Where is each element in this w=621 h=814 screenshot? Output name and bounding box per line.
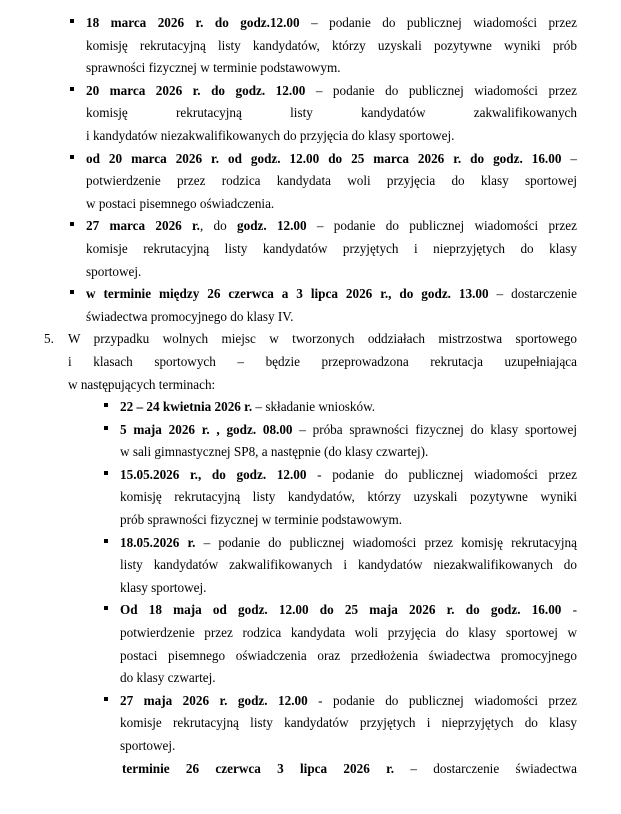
square-bullet-icon <box>70 87 74 91</box>
date-emphasis: 20 marca 2026 r. do godz. 12.00 <box>86 82 306 98</box>
list-item <box>82 532 577 600</box>
sub-bullet-section <box>44 396 577 780</box>
bullet-text-18-marca: 18 marca 2026 r. do godz.12.00 – podanie do publicznej wiadomości przez komisję rekrutacyjną listy kandydatów, którzy uzyskali pozytywne wyniki prób sprawności fizycznej w terminie podstawowym. <box>86 15 577 76</box>
list-item <box>82 419 577 464</box>
list-item <box>44 12 577 80</box>
square-bullet-icon <box>104 539 108 543</box>
list-item <box>44 283 577 328</box>
square-bullet-icon <box>104 403 108 407</box>
list-item <box>82 464 577 532</box>
date-emphasis: 18.05.2026 r. <box>120 534 196 550</box>
square-bullet-icon <box>70 19 74 23</box>
list-number-label: 5. <box>44 331 54 347</box>
date-emphasis: 27 marca 2026 r. <box>86 218 200 234</box>
numbered-item-5 <box>44 328 577 396</box>
bullet-text-18-05-2026: 18.05.2026 r. – podanie do publicznej wiadomości przez komisję rekrutacyjną listy kandydatów zakwalifikowanych i kandydatów niezakwalifikowanych do klasy sportowej. <box>120 534 577 595</box>
square-bullet-icon <box>70 155 74 159</box>
time-emphasis: godz. 12.00 <box>237 218 307 234</box>
date-emphasis: 15.05.2026 r., do godz. 12.00 <box>120 466 307 482</box>
trailing-text-line: terminie 26 czerwca 3 lipca 2026 r. – dostarczenie świadectwa <box>122 760 578 776</box>
bullet-text-od-18-maja: Od 18 maja od godz. 12.00 do 25 maja 2026 r. do godz. 16.00 - potwierdzenie przez rodzica kandydata woli przyjęcia do klasy sportowej w postaci pisemnego oświadczenia oraz przedłożenia świadectwa promocyjnego do klasy czwartej. <box>120 602 577 686</box>
bullet-text-5-maja: 5 maja 2026 r. , godz. 08.00 – próba sprawności fizycznej do klasy sportowej w sali gimnastycznej SP8, a następnie (do klasy czwartej). <box>120 421 577 460</box>
date-emphasis: od 20 marca 2026 r. od godz. 12.00 do 25 marca 2026 r. do godz. 16.00 <box>86 150 562 166</box>
top-level-bullet-list <box>44 12 577 328</box>
bullet-text-27-marca: 27 marca 2026 r., do godz. 12.00 – podanie do publicznej wiadomości przez komisje rekrutacyjną listy kandydatów przyjętych i nieprzyjętych do klasy sportowej. <box>86 218 577 279</box>
date-emphasis: 22 – 24 kwietnia 2026 r. <box>120 399 253 415</box>
bullet-text-20-marca: 20 marca 2026 r. do godz. 12.00 – podanie do publicznej wiadomości przez komisję rekrutacyjną listy kandydatów zakwalifikowanych i kandydatów niezakwalifikowanych do przyjęcia do klasy sportowej. <box>86 82 577 143</box>
date-emphasis: Od 18 maja od godz. 12.00 do 25 maja 2026 r. do godz. 16.00 <box>120 602 562 618</box>
date-emphasis: 27 maja 2026 r. godz. 12.00 <box>120 692 308 708</box>
bullet-text-w-terminie-miedzy: w terminie między 26 czerwca a 3 lipca 2026 r., do godz. 13.00 – dostarczenie świadectwa promocyjnego do klasy IV. <box>86 286 577 324</box>
bullet-text-od-20-marca: od 20 marca 2026 r. od godz. 12.00 do 25 marca 2026 r. do godz. 16.00 – potwierdzenie przez rodzica kandydata woli przyjęcia do klasy sportowej w postaci pisemnego oświadczenia. <box>86 150 577 211</box>
bullet-text-15-05-2026: 15.05.2026 r., do godz. 12.00 - podanie do publicznej wiadomości przez komisję rekrutacyjną listy kandydatów, którzy uzyskali pozytywne wyniki prób sprawności fizycznej w terminie podstawowym. <box>120 466 577 528</box>
second-level-bullet-list <box>82 396 577 758</box>
list-item <box>82 599 577 689</box>
square-bullet-icon <box>104 471 108 475</box>
list-item <box>44 148 577 216</box>
bullet-text-27-maja: 27 maja 2026 r. godz. 12.00 - podanie do publicznej wiadomości przez komisje rekrutacyjną listy kandydatów przyjętych i nieprzyjętych do klasy sportowej. <box>120 692 577 753</box>
square-bullet-icon <box>70 222 74 226</box>
bullet-text-22-24-kwietnia: 22 – 24 kwietnia 2026 r. – składanie wniosków. <box>120 399 376 415</box>
list-item <box>82 690 577 758</box>
date-emphasis: terminie 26 czerwca 3 lipca 2026 r. <box>122 760 395 776</box>
square-bullet-icon <box>70 290 74 294</box>
square-bullet-icon <box>104 697 108 701</box>
date-emphasis: w terminie między 26 czerwca a 3 lipca 2026 r., do godz. 13.00 <box>86 286 489 302</box>
date-emphasis: 5 maja 2026 r. , godz. 08.00 <box>120 421 293 437</box>
list-item <box>82 396 577 419</box>
list-item <box>44 215 577 283</box>
square-bullet-icon <box>104 426 108 430</box>
numbered-list <box>44 328 577 396</box>
square-bullet-icon <box>104 606 108 610</box>
list-item <box>44 80 577 148</box>
date-emphasis: 18 marca 2026 r. do godz.12.00 <box>86 15 300 30</box>
numbered-item-5-text: W przypadku wolnych miejsc w tworzonych oddziałach mistrzostwa sportowego i klasach sportowych – będzie przeprowadzona rekrutacja uzupełniająca w następujących terminach: <box>68 331 577 392</box>
